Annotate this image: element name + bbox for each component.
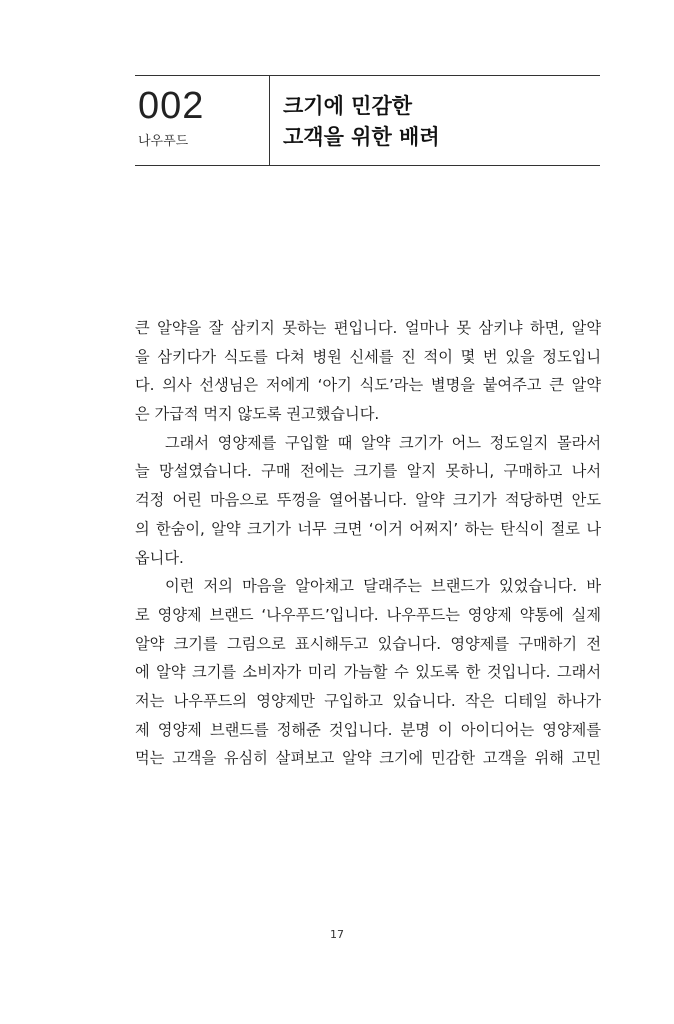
brand-label: 나우푸드	[138, 134, 189, 149]
text-line: 큰 알약을 잘 삼키지 못하는 편입니다. 얼마나 못 삼키냐 하면, 알약	[135, 319, 601, 337]
header-divider	[269, 76, 270, 165]
text-line: 다. 의사 선생님은 저에게 ‘아기 식도’라는 별명을 붙여주고 큰 알약	[135, 376, 601, 395]
chapter-title-line-2: 고객을 위한 배려	[283, 125, 440, 149]
text-line: 늘 망설였습니다. 구매 전에는 크기를 알지 못하니, 구매하고 나서	[135, 462, 601, 481]
text-line: 로 영양제 브랜드 ‘나우푸드’입니다. 나우푸드는 영양제 약통에 실제	[135, 605, 601, 624]
text-line: 제 영양제 브랜드를 정해준 것입니다. 분명 이 아이디어는 영양제를	[135, 720, 601, 739]
chapter-number: 002	[138, 85, 205, 127]
text-line: 저는 나우푸드의 영양제만 구입하고 있습니다. 작은 디테일 하나가	[135, 691, 601, 710]
chapter-title-line-1: 크기에 민감한	[283, 94, 413, 118]
text-line: 에 알약 크기를 소비자가 미리 가늠할 수 있도록 한 것입니다. 그래서	[135, 663, 601, 682]
chapter-title	[283, 91, 593, 153]
text-line: 은 가급적 먹지 않도록 권고했습니다.	[135, 405, 380, 424]
text-line: 의 한숨이, 알약 크기가 너무 크면 ‘이거 어쩌지’ 하는 탄식이 절로 나	[135, 519, 601, 538]
text-line: 먹는 고객을 유심히 살펴보고 알약 크기에 민감한 고객을 위해 고민	[135, 749, 601, 768]
text-line: 옵니다.	[135, 548, 184, 567]
text-line: 알약 크기를 그림으로 표시해두고 있습니다. 영양제를 구매하기 전	[135, 634, 601, 653]
text-line: 그래서 영양제를 구입할 때 알약 크기가 어느 정도일지 몰라서	[165, 433, 601, 452]
text-line: 이런 저의 마음을 알아채고 달래주는 브랜드가 있었습니다. 바	[165, 577, 601, 596]
text-line: 을 삼키다가 식도를 다쳐 병원 신세를 진 적이 몇 번 있을 정도입니	[135, 347, 601, 366]
text-line: 걱정 어린 마음으로 뚜껑을 열어봅니다. 알약 크기가 적당하면 안도	[135, 491, 601, 510]
body-text	[135, 314, 601, 773]
page-number: 17	[330, 928, 344, 941]
chapter-header	[135, 75, 600, 166]
